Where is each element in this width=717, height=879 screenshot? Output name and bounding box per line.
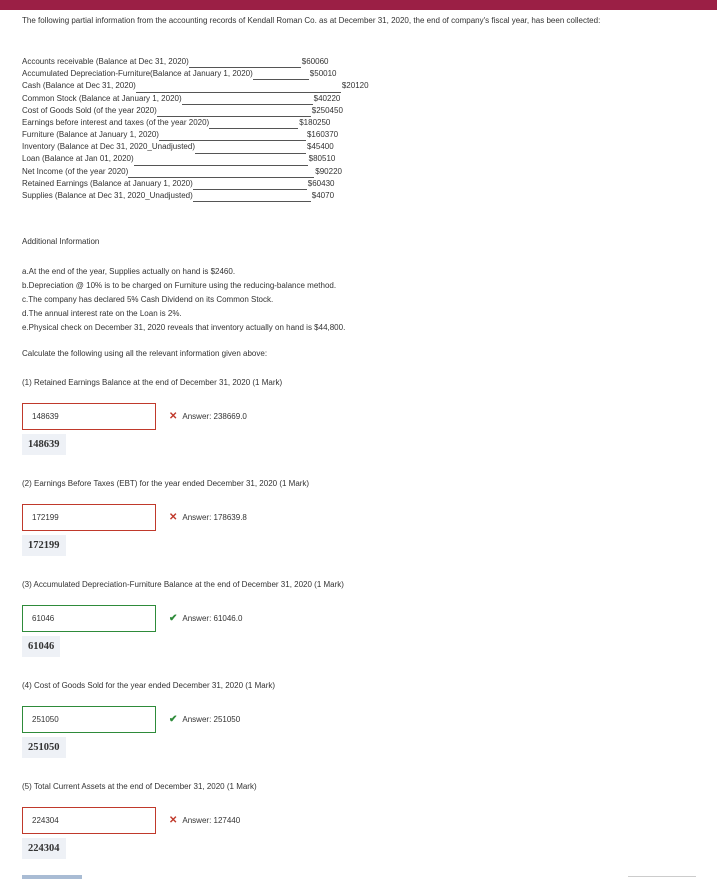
question-1-prompt: (1) Retained Earnings Balance at the end of December 31, 2020 (1 Mark) [22,378,283,387]
ledger-value: $80510 [308,154,336,164]
question-1-input[interactable]: 148639 [22,403,156,430]
question-3-input[interactable]: 61046 [22,605,156,632]
question-2-prompt: (2) Earnings Before Taxes (EBT) for the year ended December 31, 2020 (1 Mark) [22,479,310,488]
cross-icon: ✕ [169,815,178,826]
note-item: c.The company has declared 5% Cash Dividend on its Common Stock. [22,295,274,304]
leader-line [253,71,309,80]
note-item: e.Physical check on December 31, 2020 reveals that inventory actually on hand is $44,800. [22,323,346,332]
question-4-input[interactable]: 251050 [22,706,156,733]
ledger-row [22,154,369,166]
question-5-input[interactable]: 224304 [22,807,156,834]
ledger-value: $250450 [311,105,343,115]
ledger-value: $40220 [313,93,341,103]
ledger-row [22,68,369,80]
ledger-row [22,141,369,153]
cross-icon: ✕ [169,512,178,523]
ledger-label: Cost of Goods Sold (of the year 2020) [22,105,157,115]
ledger-value: $45400 [307,142,334,152]
ledger-value: $50010 [309,69,337,79]
question-4-echo: 251050 [22,737,66,758]
leader-line [195,145,306,154]
ledger-row [22,166,369,178]
ledger-value: $60060 [301,56,329,66]
leader-line [159,132,306,141]
question-3-answer: Answer: 61046.0 [182,614,243,623]
question-2-echo: 172199 [22,535,66,556]
ledger-value: $160370 [306,130,339,140]
ledger-label: Loan (Balance at Jan 01, 2020) [22,154,134,164]
ledger-row [22,190,369,202]
ledger-label: Earnings before interest and taxes (of the year 2020) [22,117,210,127]
additional-notes [22,265,345,335]
ledger-row [22,129,369,141]
intro-text: The following partial information from the accounting records of Kendall Roman Co. as at December 31, 2020, the end of company's fiscal year, has been collected: [22,16,601,25]
ledger-row [22,80,369,92]
question-4-prompt: (4) Cost of Goods Sold for the year ended December 31, 2020 (1 Mark) [22,681,276,690]
leader-line [209,120,298,129]
leader-line [193,181,307,190]
question-3-prompt: (3) Accumulated Depreciation-Furniture Balance at the end of December 31, 2020 (1 Mark) [22,580,344,589]
cross-icon: ✕ [169,411,178,422]
ledger-value: $4070 [311,191,335,201]
ledger-label: Common Stock (Balance at January 1, 2020) [22,93,182,103]
ledger-label: Accumulated Depreciation-Furniture(Balance at January 1, 2020) [22,69,253,79]
question-2-answer: Answer: 178639.8 [182,513,247,522]
header-bar [0,0,717,10]
question-5-prompt: (5) Total Current Assets at the end of December 31, 2020 (1 Mark) [22,782,257,791]
ledger-label: Cash (Balance at Dec 31, 2020) [22,81,136,91]
ledger-value: $90220 [315,166,342,176]
ledger-label: Furniture (Balance at January 1, 2020) [22,130,159,140]
leader-line [189,59,301,68]
ledger-label: Inventory (Balance at Dec 31, 2020_Unadjusted) [22,142,195,152]
question-2-input[interactable]: 172199 [22,504,156,531]
question-4-feedback [169,714,240,725]
question-5-feedback [169,815,240,826]
ledger-value: $20120 [341,81,369,91]
calc-instruction: Calculate the following using all the relevant information given above: [22,349,268,358]
ledger-label: Accounts receivable (Balance at Dec 31, 2020) [22,56,189,66]
ledger-label: Supplies (Balance at Dec 31, 2020_Unadjusted) [22,191,193,201]
ledger-label: Net Income (of the year 2020) [22,166,129,176]
ledger-row [22,93,369,105]
divider [628,876,696,877]
question-3-feedback [169,613,242,624]
question-2-feedback [169,512,247,523]
leader-line [134,157,308,166]
ledger-row [22,178,369,190]
leader-line [182,96,313,105]
check-icon: ✔ [169,613,178,624]
question-3-echo: 61046 [22,636,60,657]
leader-line [157,108,311,117]
ledger-row [22,56,369,68]
note-item: d.The annual interest rate on the Loan is 2%. [22,309,182,318]
ledger-list [22,56,369,202]
next-button-edge[interactable] [22,875,82,879]
ledger-row [22,105,369,117]
question-4-answer: Answer: 251050 [182,715,241,724]
question-1-feedback [169,411,247,422]
ledger-row [22,117,369,129]
question-5-echo: 224304 [22,838,66,859]
leader-line [128,169,314,178]
leader-line [193,193,311,202]
additional-info-heading: Additional Information [22,237,100,246]
question-5-answer: Answer: 127440 [182,816,241,825]
question-1-answer: Answer: 238669.0 [182,412,247,421]
check-icon: ✔ [169,714,178,725]
ledger-label: Retained Earnings (Balance at January 1, 2020) [22,178,193,188]
ledger-value: $180250 [299,117,331,127]
question-1-echo: 148639 [22,434,66,455]
leader-line [136,84,341,93]
note-item: a.At the end of the year, Supplies actually on hand is $2460. [22,267,236,276]
note-item: b.Depreciation @ 10% is to be charged on Furniture using the reducing-balance method. [22,281,337,290]
ledger-value: $60430 [307,178,335,188]
